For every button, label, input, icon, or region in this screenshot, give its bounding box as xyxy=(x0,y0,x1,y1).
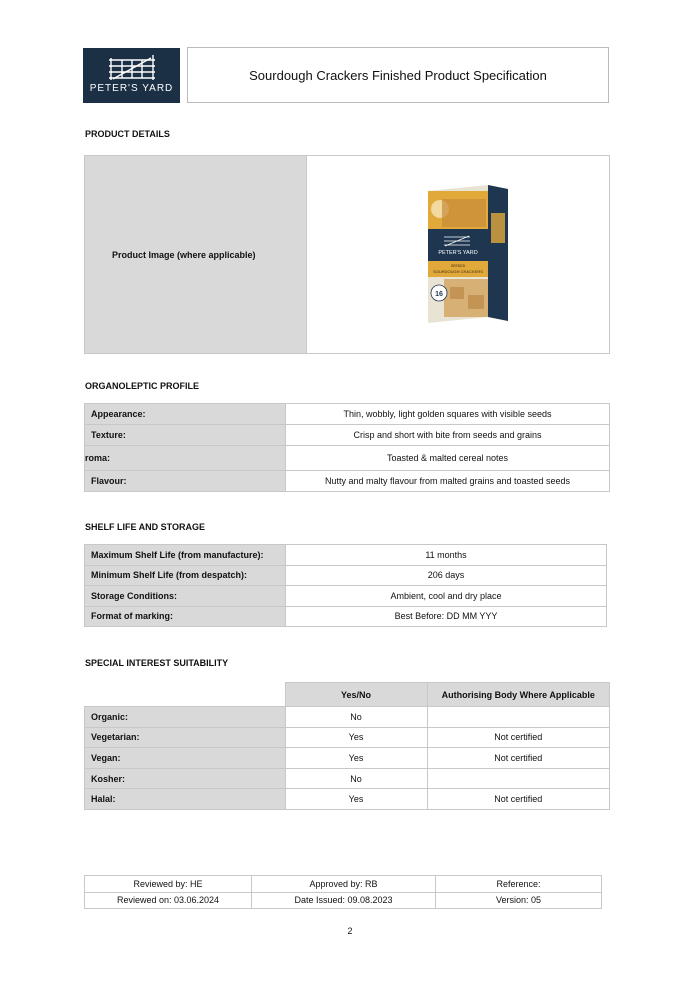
organoleptic-value-aroma: Toasted & malted cereal notes xyxy=(286,446,610,471)
section-heading-shelf-life: SHELF LIFE AND STORAGE xyxy=(85,522,206,532)
footer-approved-by: Approved by: RB xyxy=(252,876,436,893)
suitability-header-blank xyxy=(85,683,286,707)
suitability-table xyxy=(84,682,610,810)
suitability-label-organic: Organic: xyxy=(85,707,286,728)
suitability-label-kosher: Kosher: xyxy=(85,768,286,789)
gate-icon xyxy=(107,52,157,82)
suitability-header-body: Authorising Body Where Applicable xyxy=(427,683,610,707)
pack-badge: 16 xyxy=(435,291,443,298)
brand-logo xyxy=(83,48,180,103)
suitability-body-organic xyxy=(427,707,610,728)
pack-subtitle: SEEDED xyxy=(450,264,466,268)
shelf-value-min: 206 days xyxy=(286,565,607,586)
document-title: Sourdough Crackers Finished Product Specification xyxy=(187,47,609,103)
footer-version: Version: 05 xyxy=(436,892,602,909)
suitability-yesno-vegetarian: Yes xyxy=(285,727,427,748)
suitability-body-vegetarian: Not certified xyxy=(427,727,610,748)
shelf-label-storage: Storage Conditions: xyxy=(85,586,286,607)
page-number: 2 xyxy=(347,926,353,936)
brand-name: PETER'S YARD xyxy=(89,83,174,94)
suitability-header-yesno: Yes/No xyxy=(285,683,427,707)
suitability-label-halal: Halal: xyxy=(85,789,286,810)
suitability-yesno-kosher: No xyxy=(285,768,427,789)
footer-table xyxy=(84,875,602,909)
pack-product: SOURDOUGH CRACKERS xyxy=(433,269,483,274)
organoleptic-label-texture: Texture: xyxy=(85,425,286,446)
footer-reviewed-on: Reviewed on: 03.06.2024 xyxy=(85,892,252,909)
product-details-table xyxy=(84,155,610,354)
product-pack-image xyxy=(424,183,514,325)
organoleptic-table xyxy=(84,403,610,492)
suitability-label-vegetarian: Vegetarian: xyxy=(85,727,286,748)
suitability-yesno-halal: Yes xyxy=(285,789,427,810)
suitability-body-halal: Not certified xyxy=(427,789,610,810)
pack-brand: PETER'S YARD xyxy=(438,250,478,256)
organoleptic-label-appearance: Appearance: xyxy=(85,404,286,425)
shelf-value-marking: Best Before: DD MM YYY xyxy=(286,606,607,627)
footer-reviewed-by: Reviewed by: HE xyxy=(85,876,252,893)
shelf-label-min: Minimum Shelf Life (from despatch): xyxy=(85,565,286,586)
shelf-value-max: 11 months xyxy=(286,545,607,566)
organoleptic-value-flavour: Nutty and malty flavour from malted grains and toasted seeds xyxy=(286,471,610,492)
organoleptic-label-aroma: roma: xyxy=(85,446,286,471)
shelf-life-table xyxy=(84,544,607,627)
footer-date-issued: Date Issued: 09.08.2023 xyxy=(252,892,436,909)
organoleptic-value-appearance: Thin, wobbly, light golden squares with visible seeds xyxy=(286,404,610,425)
suitability-body-vegan: Not certified xyxy=(427,748,610,769)
shelf-value-storage: Ambient, cool and dry place xyxy=(286,586,607,607)
section-heading-suitability: SPECIAL INTEREST SUITABILITY xyxy=(85,658,229,668)
organoleptic-label-flavour: Flavour: xyxy=(85,471,286,492)
product-image-cell xyxy=(307,156,610,354)
footer-reference: Reference: xyxy=(436,876,602,893)
product-image-label: Product Image (where applicable) xyxy=(85,156,307,354)
section-heading-organoleptic: ORGANOLEPTIC PROFILE xyxy=(85,381,200,391)
shelf-label-marking: Format of marking: xyxy=(85,606,286,627)
suitability-yesno-organic: No xyxy=(285,707,427,728)
suitability-body-kosher xyxy=(427,768,610,789)
organoleptic-value-texture: Crisp and short with bite from seeds and grains xyxy=(286,425,610,446)
shelf-label-max: Maximum Shelf Life (from manufacture): xyxy=(85,545,286,566)
section-heading-product-details: PRODUCT DETAILS xyxy=(85,129,170,139)
suitability-yesno-vegan: Yes xyxy=(285,748,427,769)
suitability-label-vegan: Vegan: xyxy=(85,748,286,769)
